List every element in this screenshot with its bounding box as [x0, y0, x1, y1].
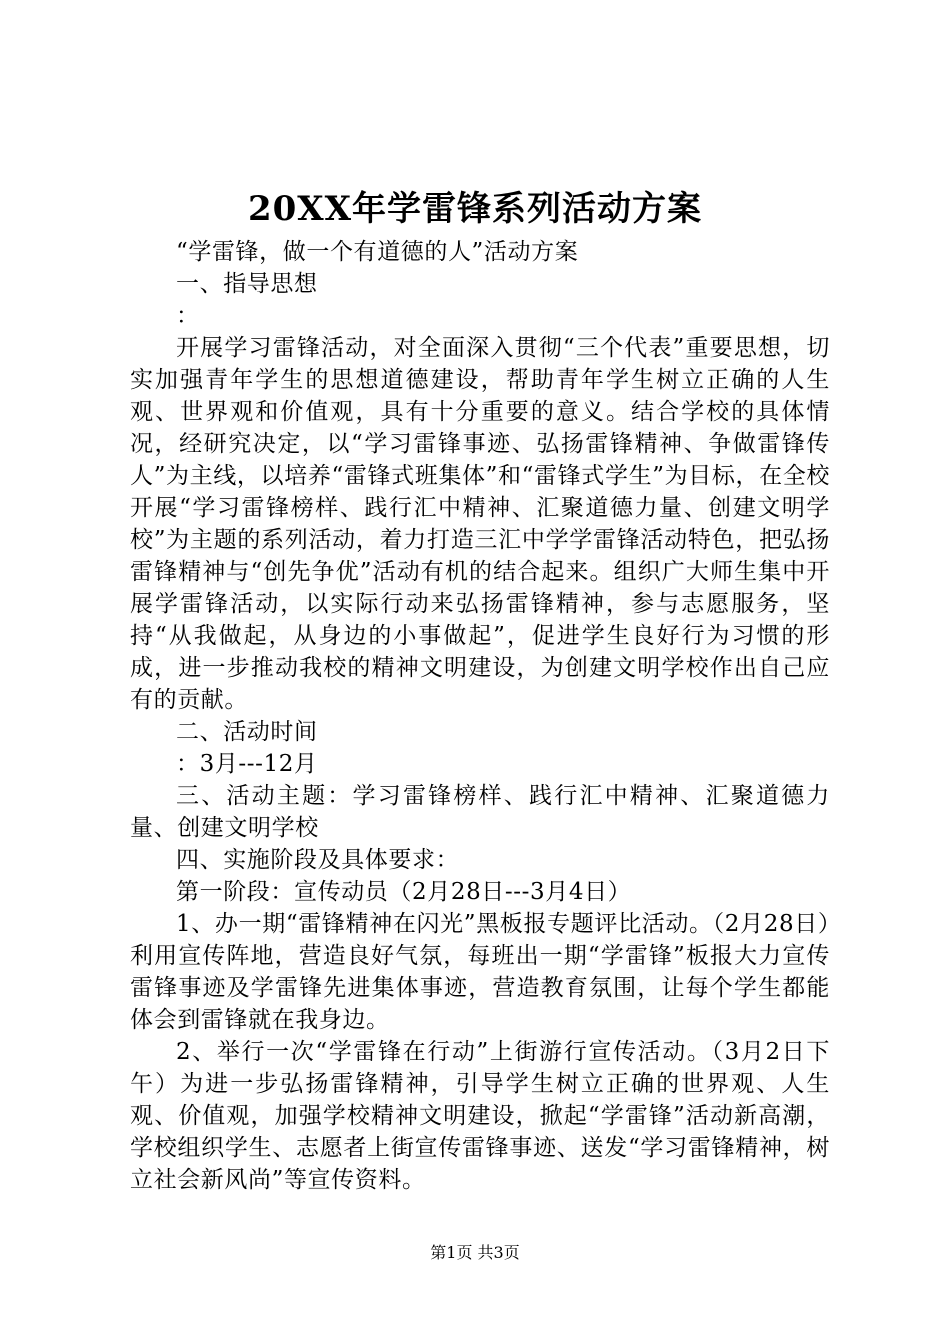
colon-line: ： [176, 303, 200, 329]
activity-time-value: ：3月---12月 [176, 751, 318, 777]
page-footer: 第1页 共3页 [430, 1243, 520, 1262]
body-paragraph: 开展学习雷锋活动，对全面深入贯彻“三个代表”重要思想，切实加强青年学生的思想道德建设，帮助青年学生树立正确的人生观、世界观和价值观，具有十分重要的意义。结合学校的具体情况，经研究决定，以“学习雷锋事迹、弘扬雷锋精神、争做雷锋传人”为主线，以培养“雷锋式班集体”和“雷锋式学生”为目标，在全校开展“学习雷锋榜样、践行汇中精神、汇聚道德力量、创建文明学校”为主题的系列活动，着力打造三汇中学学雷锋活动特色，把弘扬雷锋精神与“创先争优”活动有机的结合起来。组织广大师生集中开展学雷锋活动，以实际行动来弘扬雷锋精神，参与志愿服务，坚持“从我做起，从身边的小事做起”，促进学生良好行为习惯的形成，进一步推动我校的精神文明建设，为创建文明学校作出自己应有的贡献。 [130, 335, 830, 713]
list-item-2: 2、举行一次“学雷锋在行动”上街游行宣传活动。（3月2日下午）为进一步弘扬雷锋精神，引导学生树立正确的世界观、人生观、价值观，加强学校精神文明建设，掀起“学雷锋”活动新高潮，学校组织学生、志愿者上街宣传雷锋事迹、送发“学习雷锋精神，树立社会新风尚”等宣传资料。 [130, 1039, 830, 1193]
list-item-1: 1、办一期“雷锋精神在闪光”黑板报专题评比活动。（2月28日）利用宣传阵地，营造良好气氛，每班出一期“学雷锋”板报大力宣传雷锋事迹及学雷锋先进集体事迹，营造教育氛围，让每个学生都能体会到雷锋就在我身边。 [130, 911, 830, 1033]
document-body [130, 236, 830, 1196]
section-heading-guiding-thought: 一、指导思想 [176, 271, 318, 297]
section-heading-activity-theme: 三、活动主题：学习雷锋榜样、践行汇中精神、汇聚道德力量、创建文明学校 [130, 783, 830, 841]
section-heading-activity-time: 二、活动时间 [176, 719, 318, 745]
section-heading-implementation: 四、实施阶段及具体要求： [176, 847, 460, 873]
subtitle-paragraph: “学雷锋，做一个有道德的人”活动方案 [176, 239, 579, 265]
document-title: 20XX年学雷锋系列活动方案 [247, 189, 703, 229]
phase-one-heading: 第一阶段：宣传动员（2月28日---3月4日） [176, 879, 632, 905]
